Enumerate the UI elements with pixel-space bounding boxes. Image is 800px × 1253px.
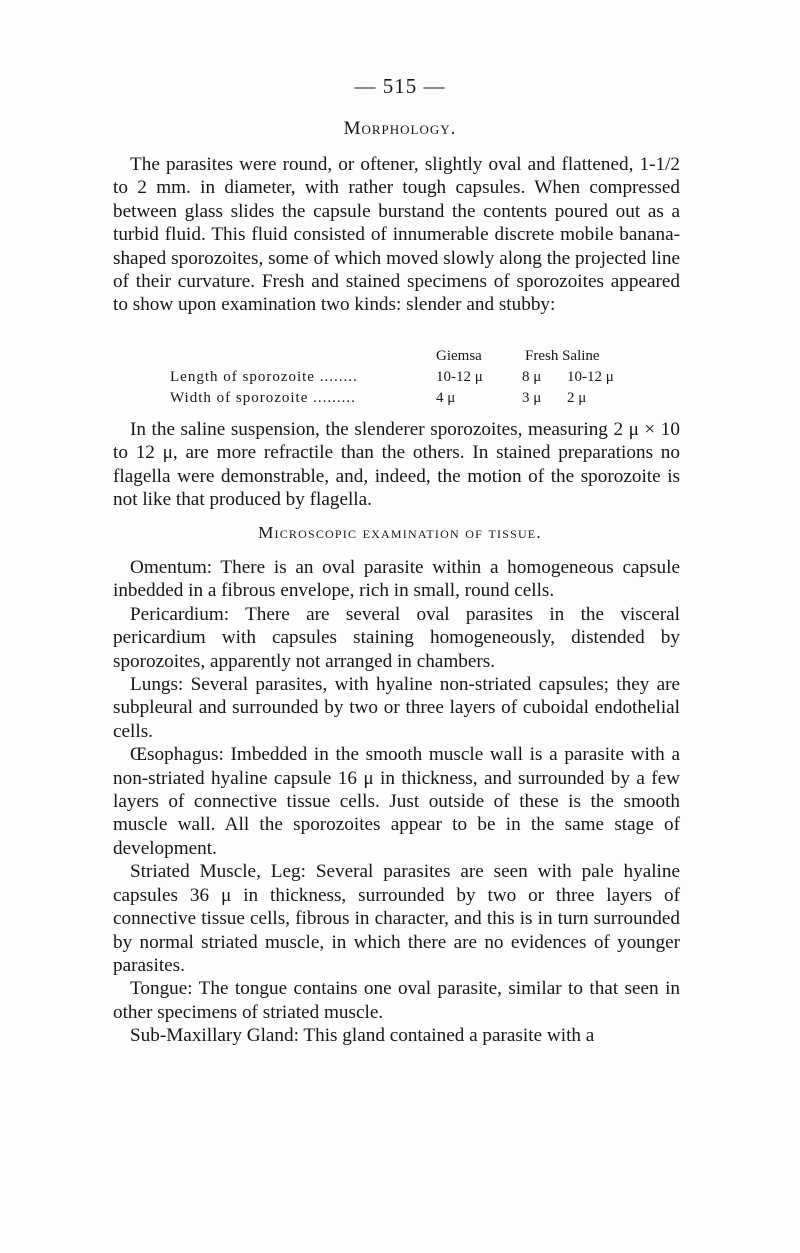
column-header-fresh-saline: Fresh Saline (525, 348, 600, 364)
table-row (170, 369, 690, 390)
tissue-term: Tongue: (130, 978, 193, 1000)
sporozoite-measurements-table (170, 348, 690, 411)
saline-value: 10-12 μ (567, 369, 614, 385)
tissue-term: Sub-Maxillary Gland: (130, 1025, 299, 1047)
tissue-text: There are several oval parasites in the visceral pericardium with capsules staining homogeneously, distended by sporozoites, apparently not arranged in chambers. (113, 603, 680, 672)
column-header-giemsa: Giemsa (436, 348, 482, 364)
tissue-text: Imbedded in the smooth muscle wall is a parasite with a non-striated hyaline capsule 16 μ in thickness, and surrounded by a few layers of connective tissue cells. Just outside of these is the smooth muscle wall. All the sporozoites appear to be in the same stage of development. (113, 744, 680, 859)
table-header-row (170, 348, 690, 369)
paragraph-morphology: The parasites were round, or oftener, slightly oval and flattened, 1-1/2 to 2 mm. in diameter, with rather tough capsules. When compressed between glass slides the capsule burstand the contents poured out as a turbid fluid. This fluid consisted of innumerable discrete mobile banana-shaped sporozoites, some of which moved slowly along the projected line of their curvature. Fresh and stained specimens of sporozoites appeared to show upon examination two kinds: slender and stubby: (113, 154, 680, 316)
tissue-term: Striated Muscle, Leg: (130, 861, 306, 883)
fresh-value: 8 μ (522, 369, 542, 385)
tissue-term: Omentum: (130, 557, 213, 578)
paragraph-saline-suspension: In the saline suspension, the slenderer sporozoites, measuring 2 μ × 10 to 12 μ, are more refractile than the others. In stained preparations no flagella were demonstrable, and, indeed, the motion of the sporozoite is not like that produced by flagella. (113, 419, 680, 511)
page-number: — 515 — (354, 74, 446, 98)
tissue-term: Œsophagus: (130, 744, 224, 766)
tissue-paragraph-sub-maxillary-gland (113, 1024, 680, 1047)
saline-value: 2 μ (567, 390, 587, 406)
tissue-text: This gland contained a parasite with a (298, 1025, 595, 1047)
tissue-paragraph-striated-muscle (113, 860, 680, 977)
tissue-sections (0, 556, 800, 1048)
table-row (170, 390, 690, 411)
tissue-paragraph-tongue (113, 977, 680, 1024)
tissue-text: Several parasites are seen with pale hyaline capsules 36 μ in thickness, surrounded by two or three layers of connective tissue cells, fibrous in character, and this is in turn surrounded by normal striated muscle, in which there are no evidences of younger parasites. (113, 861, 680, 976)
giemsa-value: 10-12 μ (436, 369, 483, 385)
tissue-paragraph-pericardium (113, 603, 680, 673)
row-label: Width of sporozoite ......... (170, 390, 356, 406)
fresh-value: 3 μ (522, 390, 542, 406)
tissue-paragraph-omentum (113, 556, 680, 603)
tissue-text: The tongue contains one oval parasite, similar to that seen in other specimens of striated muscle. (113, 978, 680, 1023)
tissue-paragraph-oesophagus (113, 743, 680, 860)
giemsa-value: 4 μ (436, 390, 456, 406)
row-label: Length of sporozoite ........ (170, 369, 358, 385)
tissue-term: Lungs: (130, 674, 184, 696)
section-heading-morphology: Morphology. (343, 118, 457, 139)
tissue-text: There is an oval parasite within a homogeneous capsule inbedded in a fibrous envelope, rich in small, round cells. (113, 557, 680, 602)
tissue-paragraph-lungs (113, 673, 680, 743)
tissue-term: Pericardium: (130, 603, 230, 625)
tissue-text: Several parasites, with hyaline non-striated capsules; they are subpleural and surrounded by two or three layers of cuboidal endothelial cells. (113, 674, 680, 742)
section-heading-microscopic-examination: Microscopic examination of tissue. (258, 523, 542, 542)
